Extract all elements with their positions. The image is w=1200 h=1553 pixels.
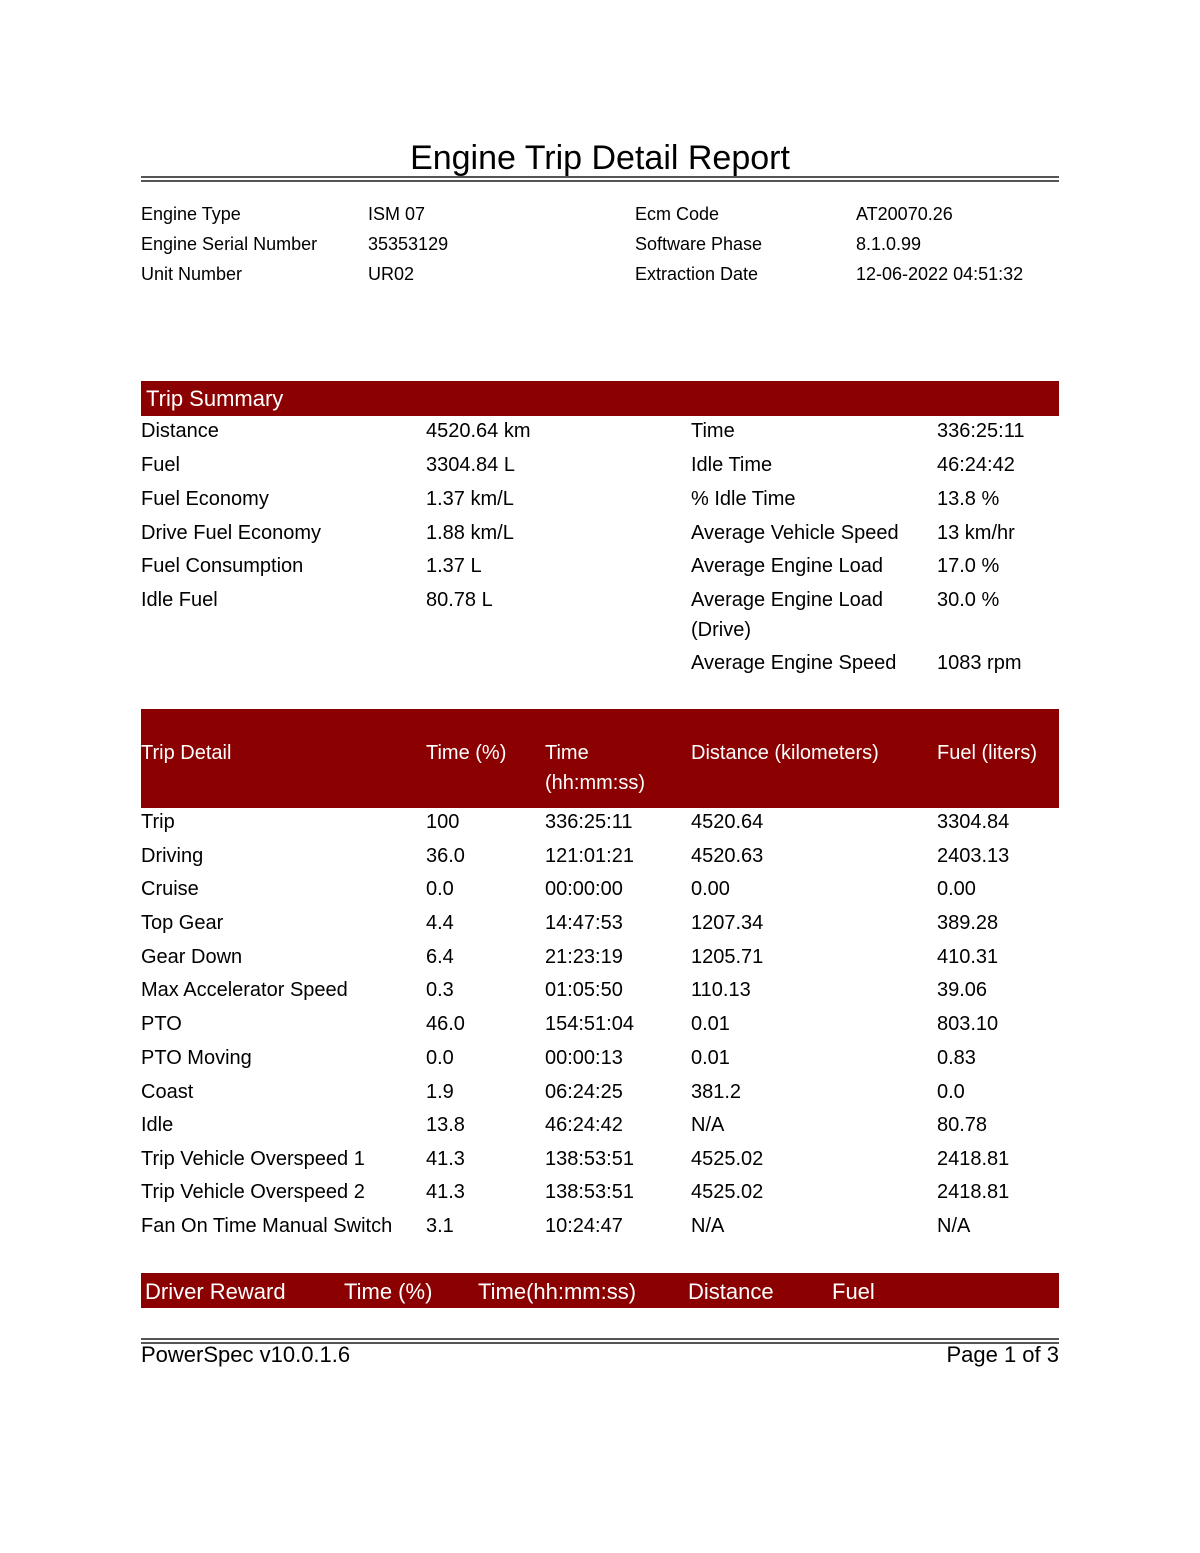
software-phase-value: 8.1.0.99 (856, 234, 922, 254)
table-cell: 00:00:13 (545, 1047, 623, 1069)
table-row (141, 1045, 1059, 1079)
table-cell: Fan On Time Manual Switch (141, 1215, 393, 1237)
footer-app-version: PowerSpec v10.0.1.6 (141, 1342, 351, 1367)
table-cell: 41.3 (426, 1148, 465, 1170)
summary-label: Idle Fuel (141, 589, 218, 611)
table-cell: 336:25:11 (545, 811, 633, 833)
table-cell: 4.4 (426, 912, 454, 934)
table-cell: 6.4 (426, 946, 454, 968)
table-cell: 381.2 (691, 1081, 742, 1103)
table-cell: 121:01:21 (545, 845, 634, 867)
column-header: Time (hh:mm:ss) (545, 742, 645, 794)
summary-label: Idle Time (691, 454, 773, 476)
table-cell: 36.0 (426, 845, 465, 867)
table-cell: 14:47:53 (545, 912, 623, 934)
title-divider (141, 180, 1059, 182)
table-row (141, 1079, 1059, 1113)
table-cell: Trip Vehicle Overspeed 1 (141, 1148, 365, 1170)
table-cell: Gear Down (141, 946, 243, 968)
table-cell: 41.3 (426, 1181, 465, 1203)
column-header: Time(hh:mm:ss) (478, 1279, 637, 1304)
table-cell: Driving (141, 845, 204, 867)
unit-number-value: UR02 (368, 264, 415, 284)
summary-value: 13.8 % (937, 488, 1000, 510)
table-cell: 0.00 (937, 878, 976, 900)
summary-value: 1.37 L (426, 555, 482, 577)
engine-type-value: ISM 07 (368, 204, 426, 224)
table-cell: 1207.34 (691, 912, 764, 934)
ecm-code-value: AT20070.26 (856, 204, 953, 224)
table-cell: 39.06 (937, 979, 988, 1001)
software-phase-label: Software Phase (635, 234, 763, 254)
summary-label: Average Engine Load (Drive) (691, 589, 884, 641)
table-cell: 138:53:51 (545, 1148, 634, 1170)
column-header: Fuel (liters) (937, 742, 1038, 764)
table-cell: Trip Vehicle Overspeed 2 (141, 1181, 365, 1203)
summary-label: Average Vehicle Speed (691, 522, 899, 544)
table-cell: PTO (141, 1013, 182, 1035)
table-cell: 0.3 (426, 979, 454, 1001)
ecm-code-label: Ecm Code (635, 204, 720, 224)
table-cell: 46.0 (426, 1013, 465, 1035)
table-cell: 0.0 (426, 878, 454, 900)
table-cell: Top Gear (141, 912, 224, 934)
table-cell: Max Accelerator Speed (141, 979, 348, 1001)
table-cell: 0.83 (937, 1047, 976, 1069)
summary-value: 1.88 km/L (426, 522, 514, 544)
table-cell: 01:05:50 (545, 979, 623, 1001)
table-cell: 2418.81 (937, 1181, 1010, 1203)
table-cell: 4520.63 (691, 845, 764, 867)
table-cell: 110.13 (691, 979, 751, 1001)
table-cell: 10:24:47 (545, 1215, 623, 1237)
engine-serial-value: 35353129 (368, 234, 449, 254)
table-cell: PTO Moving (141, 1047, 252, 1069)
table-row (141, 910, 1059, 944)
summary-value: 4520.64 km (426, 420, 531, 442)
table-cell: 21:23:19 (545, 946, 623, 968)
table-row (141, 809, 1059, 843)
summary-label: Time (691, 420, 735, 442)
column-header: Trip Detail (141, 742, 232, 764)
table-row (141, 977, 1059, 1011)
summary-value: 30.0 % (937, 589, 1000, 611)
extraction-date-label: Extraction Date (635, 264, 759, 284)
table-cell: 4525.02 (691, 1148, 764, 1170)
table-row (141, 843, 1059, 877)
table-row (141, 1011, 1059, 1045)
column-header: Distance (688, 1279, 774, 1304)
trip-summary-title: Trip Summary (146, 386, 284, 411)
table-cell: 06:24:25 (545, 1081, 623, 1103)
summary-label: Average Engine Load (691, 555, 884, 577)
summary-value: 1083 rpm (937, 652, 1022, 674)
page-title: Engine Trip Detail Report (410, 139, 790, 177)
unit-number-label: Unit Number (141, 264, 243, 284)
column-header: Driver Reward (145, 1279, 286, 1304)
summary-label: Average Engine Speed (691, 652, 897, 674)
table-cell: Coast (141, 1081, 194, 1103)
table-cell: 0.00 (691, 878, 730, 900)
table-row (141, 1179, 1059, 1213)
title-divider (141, 176, 1059, 178)
table-cell: 138:53:51 (545, 1181, 634, 1203)
column-header: Time (%) (426, 742, 507, 764)
footer-page-number: Page 1 of 3 (946, 1342, 1059, 1367)
table-row (141, 1112, 1059, 1146)
engine-serial-label: Engine Serial Number (141, 234, 318, 254)
column-header: Time (%) (344, 1279, 433, 1304)
table-cell: 0.01 (691, 1013, 730, 1035)
summary-label: Distance (141, 420, 219, 442)
table-cell: Idle (141, 1114, 174, 1136)
summary-value: 80.78 L (426, 589, 493, 611)
table-cell: 154:51:04 (545, 1013, 634, 1035)
table-cell: 3304.84 (937, 811, 1010, 833)
summary-value: 17.0 % (937, 555, 1000, 577)
footer-divider (141, 1338, 1059, 1340)
summary-label: % Idle Time (691, 488, 796, 510)
summary-value: 336:25:11 (937, 420, 1025, 442)
table-cell: 410.31 (937, 946, 999, 968)
summary-label: Fuel Economy (141, 488, 269, 510)
summary-label: Drive Fuel Economy (141, 522, 322, 544)
table-row (141, 876, 1059, 910)
table-cell: Cruise (141, 878, 199, 900)
table-cell: 13.8 (426, 1114, 465, 1136)
trip-summary-header (141, 381, 1059, 416)
summary-label: Fuel Consumption (141, 555, 304, 577)
table-cell: 0.01 (691, 1047, 730, 1069)
table-cell: 2403.13 (937, 845, 1010, 867)
table-cell: 46:24:42 (545, 1114, 623, 1136)
table-cell: 0.0 (426, 1047, 454, 1069)
column-header: Fuel (832, 1279, 875, 1304)
table-cell: 1205.71 (691, 946, 764, 968)
table-cell: 00:00:00 (545, 878, 623, 900)
extraction-date-value: 12-06-2022 04:51:32 (856, 264, 1024, 284)
summary-value: 3304.84 L (426, 454, 515, 476)
table-row (141, 944, 1059, 978)
summary-value: 13 km/hr (937, 522, 1015, 544)
table-cell: 389.28 (937, 912, 999, 934)
summary-label: Fuel (141, 454, 180, 476)
table-row (141, 1146, 1059, 1180)
table-cell: N/A (691, 1215, 725, 1237)
column-header: Distance (kilometers) (691, 742, 879, 764)
table-cell: N/A (937, 1215, 971, 1237)
table-cell: 2418.81 (937, 1148, 1010, 1170)
table-cell: N/A (691, 1114, 725, 1136)
summary-value: 46:24:42 (937, 454, 1015, 476)
table-cell: 0.0 (937, 1081, 965, 1103)
table-cell: 4525.02 (691, 1181, 764, 1203)
table-cell: 80.78 (937, 1114, 988, 1136)
table-cell: 1.9 (426, 1081, 454, 1103)
engine-type-label: Engine Type (141, 204, 241, 224)
table-row (141, 1213, 1059, 1247)
table-cell: Trip (141, 811, 175, 833)
table-cell: 803.10 (937, 1013, 999, 1035)
table-cell: 100 (426, 811, 460, 833)
table-cell: 4520.64 (691, 811, 764, 833)
table-cell: 3.1 (426, 1215, 454, 1237)
summary-value: 1.37 km/L (426, 488, 514, 510)
